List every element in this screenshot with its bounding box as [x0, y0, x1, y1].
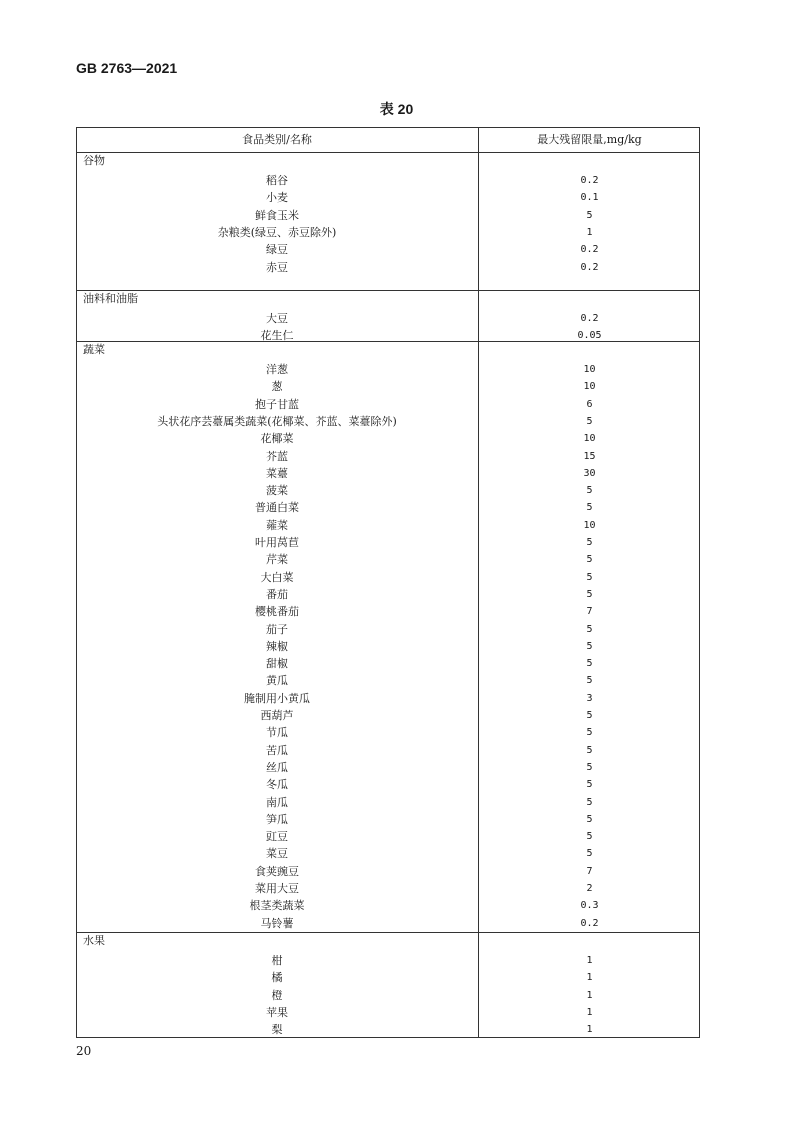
table-row: [76, 742, 700, 759]
max-residue-limit: 5: [586, 744, 593, 756]
table-row: [76, 172, 700, 189]
table-row: [76, 241, 700, 258]
column-header-food: 食品类别/名称: [242, 133, 312, 146]
max-residue-limit: 0.2: [580, 261, 599, 273]
max-residue-limit: 0.1: [580, 192, 599, 204]
table-row: [76, 430, 700, 447]
food-name: 笋瓜: [266, 812, 288, 826]
table-row: [76, 759, 700, 776]
table-row: [76, 776, 700, 793]
table-row: [76, 207, 700, 224]
food-name: 菜豆: [266, 847, 288, 861]
max-residue-limit: 1: [586, 972, 593, 984]
food-name: 番茄: [266, 587, 288, 601]
max-residue-limit: 7: [586, 606, 593, 618]
food-name: 梨: [271, 1023, 283, 1037]
max-residue-limit: 5: [586, 848, 593, 860]
food-name: 洋葱: [266, 363, 288, 376]
max-residue-limit: 7: [586, 865, 593, 877]
table-title: 表 20: [379, 101, 414, 117]
max-residue-limit: 0.2: [580, 244, 599, 256]
food-name: 菜薹: [266, 466, 288, 480]
max-residue-limit: 5: [586, 209, 593, 221]
food-name: 花椰菜: [260, 432, 294, 446]
table-row: [76, 396, 700, 413]
food-name: 赤豆: [266, 260, 288, 274]
food-name: 冬瓜: [266, 778, 288, 792]
max-residue-limit: 5: [586, 571, 593, 583]
table-row: [76, 794, 700, 811]
table-row: [76, 811, 700, 828]
table-row: [76, 863, 700, 880]
table-row: [76, 586, 700, 603]
table-row: [76, 551, 700, 568]
food-name: 头状花序芸薹属类蔬菜(花椰菜、芥蓝、菜薹除外): [157, 414, 397, 428]
food-name: 绿豆: [266, 243, 288, 257]
table-row: [76, 707, 700, 724]
food-name: 鲜食玉米: [255, 208, 299, 222]
table-row: [76, 189, 700, 206]
table-row: [76, 915, 700, 932]
table-row: [76, 534, 700, 551]
table-row: [76, 672, 700, 689]
table-row: [76, 952, 700, 969]
max-residue-limit: 1: [586, 955, 593, 966]
food-name: 芹菜: [266, 553, 288, 567]
food-name: 豇豆: [266, 830, 288, 844]
max-residue-limit: 1: [586, 1006, 593, 1018]
max-residue-limit: 10: [583, 364, 596, 375]
food-name: 稻谷: [266, 174, 288, 187]
max-residue-limit: 5: [586, 640, 593, 652]
table-row: [76, 310, 700, 327]
table-row: [76, 499, 700, 516]
table-row: [76, 897, 700, 914]
food-name: 菜用大豆: [255, 882, 299, 895]
table-row: [76, 638, 700, 655]
category-heading: 油料和油脂: [83, 292, 138, 305]
table-row: [76, 378, 700, 395]
max-residue-limit: 5: [586, 588, 593, 600]
food-name: 马铃薯: [260, 916, 294, 930]
food-name: 小麦: [266, 191, 288, 205]
max-residue-limit: 2: [586, 883, 593, 894]
table-row: [76, 880, 700, 897]
food-name: 蕹菜: [266, 518, 288, 532]
table-row: [76, 845, 700, 862]
table-row: [76, 621, 700, 638]
table-row: [76, 517, 700, 534]
max-residue-limit: 5: [586, 554, 593, 566]
max-residue-limit: 6: [586, 398, 593, 410]
max-residue-limit: 5: [586, 796, 593, 808]
table-row: [76, 482, 700, 499]
food-name: 抱子甘蓝: [255, 397, 299, 411]
table-row: [76, 413, 700, 430]
max-residue-limit: 3: [586, 692, 593, 704]
food-name: 丝瓜: [266, 760, 288, 774]
table-row: [76, 448, 700, 465]
food-name: 樱桃番茄: [255, 605, 299, 619]
food-name: 葱: [271, 380, 283, 394]
food-name: 食荚豌豆: [255, 864, 299, 878]
category-group: [76, 341, 700, 932]
category-group: [76, 932, 700, 1038]
max-residue-limit: 15: [583, 450, 596, 462]
max-residue-limit: 0.3: [580, 900, 599, 912]
food-name: 黄瓜: [266, 674, 288, 688]
food-name: 苦瓜: [266, 743, 288, 757]
table-row: [76, 361, 700, 378]
category-heading: 水果: [83, 934, 105, 947]
food-name: 辣椒: [266, 639, 288, 653]
max-residue-limit: 10: [583, 519, 596, 531]
max-residue-limit: 30: [583, 467, 596, 479]
max-residue-limit: 5: [586, 779, 593, 791]
category-group: [76, 153, 700, 290]
table-row: [76, 1021, 700, 1038]
max-residue-limit: 5: [586, 675, 593, 687]
max-residue-limit: 0.2: [580, 313, 599, 324]
food-name: 菠菜: [266, 484, 288, 498]
max-residue-limit: 5: [586, 502, 593, 514]
table-row: [76, 724, 700, 741]
table-row: [76, 828, 700, 845]
table-header: [76, 127, 700, 153]
max-residue-limit: 1: [586, 226, 593, 238]
food-name: 茄子: [266, 622, 288, 636]
max-residue-limit: 0.2: [580, 917, 599, 929]
food-name: 腌制用小黄瓜: [244, 691, 310, 705]
category-heading: 蔬菜: [83, 343, 105, 356]
page-number: 20: [76, 1044, 92, 1058]
max-residue-limit: 5: [586, 415, 593, 427]
table-row: [76, 690, 700, 707]
food-name: 橘: [271, 971, 283, 985]
food-name: 普通白菜: [255, 501, 299, 515]
max-residue-limit: 10: [583, 381, 596, 393]
table-row: [76, 603, 700, 620]
food-name: 芥蓝: [266, 449, 288, 463]
table-row: [76, 569, 700, 586]
table-row: [76, 987, 700, 1004]
max-residue-limit: 5: [586, 727, 593, 739]
food-name: 苹果: [266, 1005, 288, 1019]
max-residue-limit: 1: [586, 989, 593, 1001]
max-residue-limit: 5: [586, 761, 593, 773]
table-row: [76, 465, 700, 482]
category-heading: 谷物: [83, 154, 105, 167]
max-residue-limit: 5: [586, 623, 593, 635]
table-row: [76, 1004, 700, 1021]
table-row: [76, 969, 700, 986]
standard-code: GB 2763—2021: [76, 60, 178, 76]
food-name: 花生仁: [260, 329, 294, 343]
food-name: 西葫芦: [260, 709, 294, 722]
max-residue-limit: 5: [586, 813, 593, 825]
max-residue-limit: 5: [586, 537, 593, 548]
max-residue-limit: 5: [586, 485, 593, 497]
food-name: 柑: [271, 954, 283, 967]
column-header-limit: 最大残留限量,mg/kg: [537, 133, 642, 146]
food-name: 橙: [271, 988, 283, 1002]
food-name: 节瓜: [266, 726, 288, 740]
max-residue-limit: 0.05: [577, 330, 602, 342]
food-name: 杂粮类(绿豆、赤豆除外): [217, 225, 337, 239]
table-row: [76, 655, 700, 672]
max-residue-limit: 10: [583, 433, 596, 445]
food-name: 甜椒: [266, 657, 288, 671]
max-residue-limit: 5: [586, 658, 593, 670]
max-residue-limit: 0.2: [580, 175, 599, 186]
max-residue-limit: 5: [586, 710, 593, 721]
max-residue-limit: 5: [586, 831, 593, 843]
food-name: 根茎类蔬菜: [249, 899, 305, 913]
max-residue-limit: 1: [586, 1024, 593, 1036]
table-row: [76, 224, 700, 241]
table-row: [76, 259, 700, 276]
food-name: 叶用莴苣: [255, 536, 299, 549]
food-name: 大豆: [266, 312, 288, 325]
category-group: [76, 290, 700, 341]
food-name: 大白菜: [260, 570, 294, 584]
food-name: 南瓜: [266, 795, 288, 809]
